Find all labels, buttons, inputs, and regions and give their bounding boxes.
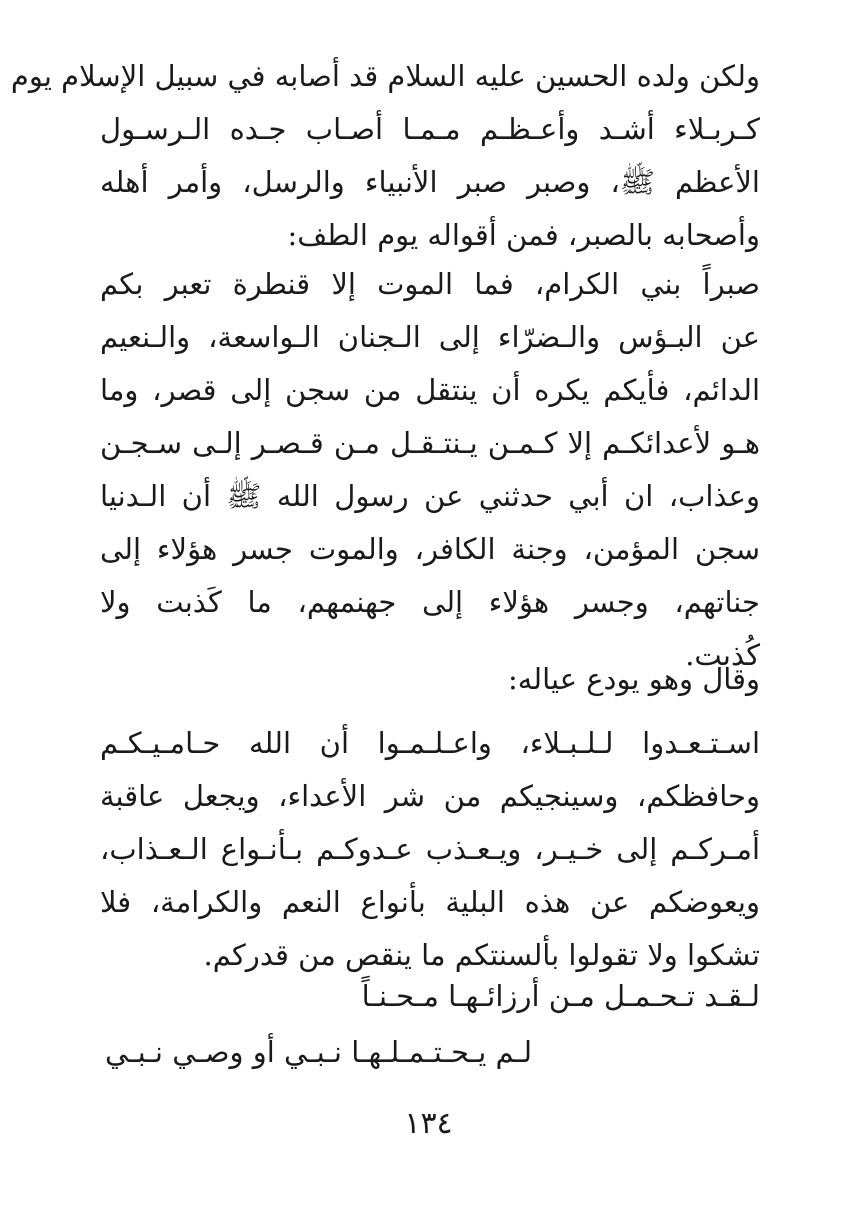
text-line: جناتهم، وجسر هؤلاء إلى جهنمهم، ما كَذبت ولا [100,585,760,619]
verse-hemistich-2: لـم يـحـتـمـلـهـا نـبـي أو وصـي نـبـي [105,1035,533,1069]
verse-hemistich-1: لـقـد تـحـمـل مـن أرزائـهـا مـحـنـاً [361,979,760,1013]
text-line: الأعظم ﷺ، وصبر صبر الأنبياء والرسل، وأمر أهله [100,165,760,199]
text-line: وقال وهو يودع عياله: [507,662,760,696]
text-line: عن البـؤس والـضرّاء إلى الـجنان الـواسعة، والـنعيم [100,320,760,354]
text-line: وحافظكم، وسينجيكم من شر الأعداء، ويجعل عاقبة [100,779,760,813]
text-line: الدائم، فأيكم يكره أن ينتقل من سجن إلى قصر، وما [100,373,760,407]
paragraph-4 [100,717,760,982]
text-line: كُذبت. [685,638,760,672]
text-line: تشكوا ولا تقولوا بألسنتكم ما ينقص من قدركم. [203,938,760,972]
paragraph-2 [100,258,760,682]
text-line: ولكن ولده الحسين عليه السلام قد أصابه في سبيل الإسلام يوم [10,59,760,93]
text-line: ويعوضكم عن هذه البلية بأنواع النعم والكرامة، فلا [100,885,760,919]
text-line: صبراً بني الكرام، فما الموت إلا قنطرة تعبر بكم [100,267,760,301]
text-line: اسـتـعـدوا لـلـبـلاء، واعـلـمـوا أن الله حـامـيـكـم [100,726,760,760]
text-line: أمـركـم إلى خـيـر، ويـعـذب عـدوكـم بـأنـواع الـعـذاب، [100,832,760,866]
text-line: وأصحابه بالصبر، فمن أقواله يوم الطف: [287,218,760,252]
text-line: هـو لأعدائكـم إلا كـمـن يـنتـقـل مـن قـصـر إلـى سـجـن [100,426,760,460]
paragraph-3 [100,653,760,706]
text-line: وعذاب، ان أبي حدثني عن رسول الله ﷺ أن الـدنيا [100,479,760,513]
paragraph-1 [10,50,760,262]
text-line: كـربـلاء أشـد وأعـظـم مـمـا أصـاب جـده الـرسـول [100,112,760,146]
text-line: سجن المؤمن، وجنة الكافر، والموت جسر هؤلاء إلى [100,532,760,566]
page-number: ١٣٤ [404,1106,453,1141]
